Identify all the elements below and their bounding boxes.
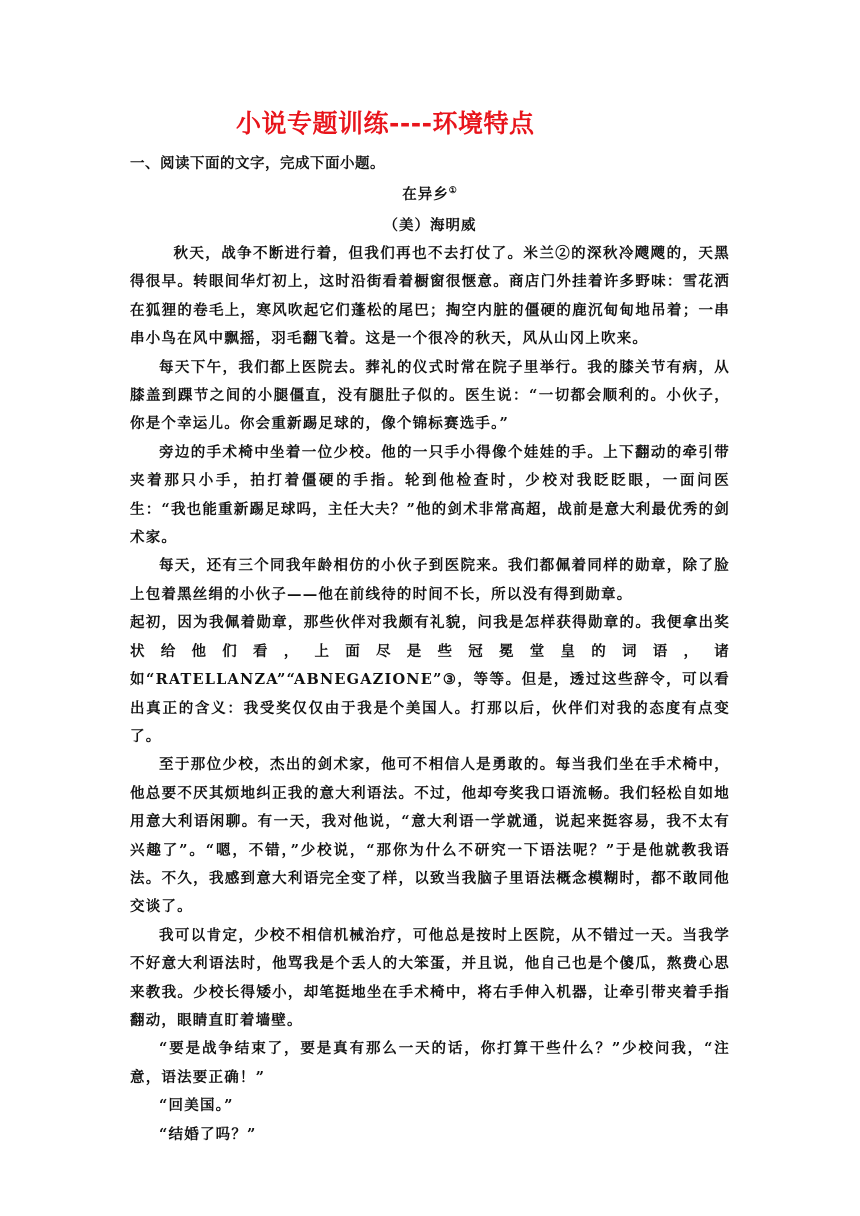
footnote-marker: ① — [448, 186, 458, 197]
paragraph: 旁边的手术椅中坐着一位少校。他的一只手小得像个娃娃的手。上下翻动的牵引带夹着那只小手，拍打着僵硬的手指。轮到他检查时，少校对我眨眨眼，一面问医生：“我也能重新踢足球吗，主任大夫？”他的剑术非常高超，战前是意大利最优秀的剑术家。 — [130, 443, 730, 547]
paragraph: 秋天，战争不断进行着，但我们再也不去打仗了。米兰②的深秋冷飕飕的，天黑得很早。转眼间华灯初上，这时沿街看着橱窗很惬意。商店门外挂着许多野味：雪花洒在狐狸的卷毛上，寒风吹起它们蓬松的尾巴；掏空内脏的僵硬的鹿沉甸甸地吊着；一串串小鸟在风中飘摇，羽毛翻飞着。这是一个很冷的秋天，风从山冈上吹来。 — [130, 245, 730, 348]
paragraph: “要是战争结束了，要是真有那么一天的话，你打算干些什么？”少校问我，“注意，语法要正确！” — [130, 1040, 730, 1086]
story-body — [130, 240, 730, 1149]
paragraph: “回美国。” — [159, 1097, 234, 1115]
paragraph: 每天下午，我们都上医院去。葬礼的仪式时常在院子里举行。我的膝关节有病，从膝盖到踝节之间的小腿僵直，没有腿肚子似的。医生说：“一切都会顺利的。小伙子，你是个幸运儿。你会重新踢足球的，像个锦标赛选手。” — [130, 358, 730, 433]
paragraph: 每天，还有三个同我年龄相仿的小伙子到医院来。我们都佩着同样的勋章，除了脸上包着黑丝绢的小伙子——他在前线待的时间不长，所以没有得到勋章。 — [130, 557, 730, 603]
author-line: （美）海明威 — [383, 217, 477, 234]
story-title-text: 在异乡 — [402, 186, 449, 203]
paragraph: 我可以肯定，少校不相信机械治疗，可他总是按时上医院，从不错过一天。当我学不好意大利语法时，他骂我是个丢人的大笨蛋，并且说，他自己也是个傻瓜，熬费心思来教我。少校长得矮小，却笔挺地坐在手术椅中，将右手伸入机器，让牵引带夹着手指翻动，眼睛直盯着墙壁。 — [130, 926, 730, 1029]
instruction-text: 一、阅读下面的文字，完成下面小题。 — [130, 155, 385, 172]
paragraph: 至于那位少校，杰出的剑术家，他可不相信人是勇敢的。每当我们坐在手术椅中，他总要不厌其烦地纠正我的意大利语法。不过，他却夸奖我口语流畅。我们轻松自如地用意大利语闲聊。有一天，我对他说，“意大利语一学就通，说起来挺容易，我不太有兴趣了”。“嗯，不错，”少校说，“那你为什么不研究一下语法呢？”于是他就教我语法。不久，我感到意大利语完全变了样，以致当我脑子里语法概念模糊时，都不敢同他交谈了。 — [130, 756, 730, 916]
paragraph: 起初，因为我佩着勋章，那些伙伴对我颇有礼貌，问我是怎样获得勋章的。我便拿出奖状给他们看，上面尽是些冠冕堂皇的词语，诸如“RATELLANZA”“ABNEGAZIONE”③，等等。但是，透过这些辞令，可以看出真正的含义：我受奖仅仅由于我是个美国人。打那以后，伙伴们对我的态度有点变了。 — [130, 614, 730, 745]
document-title: 小说专题训练----环境特点 — [236, 109, 535, 138]
paragraph: “结婚了吗？” — [159, 1125, 257, 1143]
story-title — [0, 183, 860, 204]
